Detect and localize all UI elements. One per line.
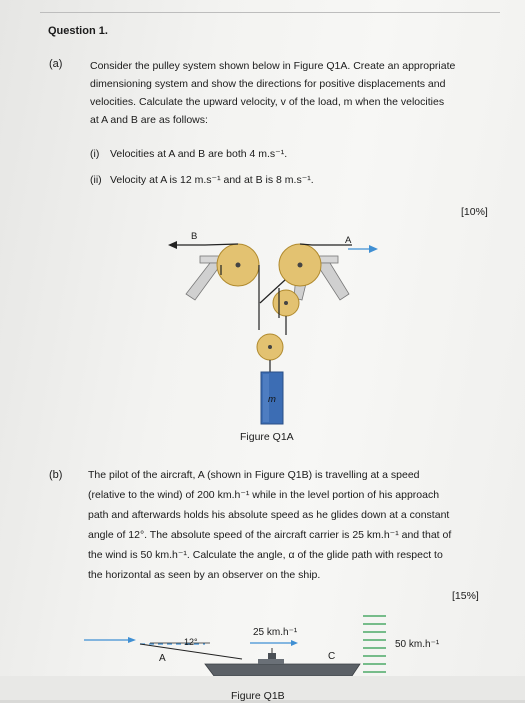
question-title: Question 1. xyxy=(48,25,108,37)
part-b-line-6: the horizontal as seen by an observer on the ship. xyxy=(88,569,321,581)
item-ii-label: (ii) xyxy=(90,174,102,186)
part-a-line-4: at A and B are as follows: xyxy=(90,114,208,126)
part-b-line-3: path and afterwards holds his absolute speed as he glides down at a constant xyxy=(88,509,450,521)
part-b-line-2: (relative to the wind) of 200 km.h⁻¹ while in the level portion of his approach xyxy=(88,489,440,501)
label-m: m xyxy=(268,394,276,405)
part-b-line-1: The pilot of the aircraft, A (shown in Figure Q1B) is travelling at a speed xyxy=(88,469,420,481)
item-i-label: (i) xyxy=(90,148,100,160)
label-b: B xyxy=(191,231,198,242)
part-b-marks: [15%] xyxy=(452,590,479,602)
wind-speed-label: 50 km.h⁻¹ xyxy=(395,639,440,650)
part-a-line-1: Consider the pulley system shown below in Figure Q1A. Create an appropriate xyxy=(90,60,456,72)
part-a-label: (a) xyxy=(49,58,63,70)
ship-speed-label: 25 km.h⁻¹ xyxy=(253,627,298,638)
aircraft-carrier xyxy=(205,648,360,676)
part-a-line-2: dimensioning system and show the directions for positive displacements and xyxy=(90,78,446,90)
part-b-line-5: the wind is 50 km.h⁻¹. Calculate the angle, α of the glide path with respect to xyxy=(88,549,443,561)
figure-a-caption: Figure Q1A xyxy=(240,431,294,443)
aircraft-label-a: A xyxy=(159,653,166,664)
part-a-line-3: velocities. Calculate the upward velocity, v of the load, m when the velocities xyxy=(90,96,445,108)
part-a-marks: [10%] xyxy=(461,206,488,218)
part-b-label: (b) xyxy=(49,469,63,481)
carrier-label-c: C xyxy=(328,651,336,662)
wind-arrows-icon xyxy=(363,616,386,672)
ship-arrow-icon xyxy=(291,640,298,646)
label-a: A xyxy=(345,235,352,246)
figure-b-caption: Figure Q1B xyxy=(231,690,285,702)
item-i-text: Velocities at A and B are both 4 m.s⁻¹. xyxy=(110,148,288,160)
part-b-line-4: angle of 12°. The absolute speed of the aircraft carrier is 25 km.h⁻¹ and that of xyxy=(88,529,452,541)
angle-label: 12° xyxy=(184,637,198,647)
item-ii-text: Velocity at A is 12 m.s⁻¹ and at B is 8 m.s⁻¹. xyxy=(110,174,314,186)
approach-arrow-icon xyxy=(128,637,136,643)
